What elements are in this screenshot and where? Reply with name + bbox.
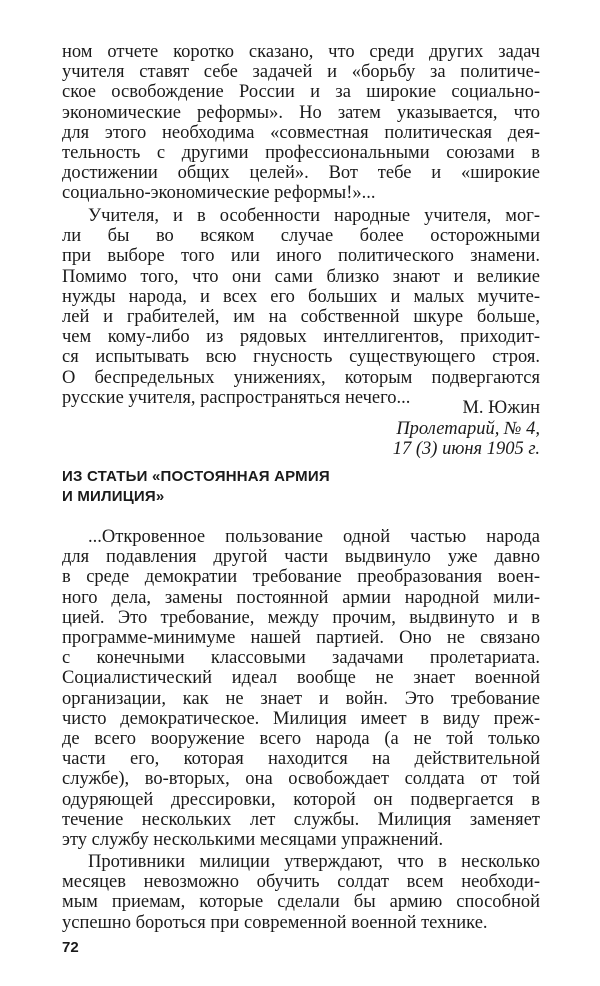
text-line: русские учителя, распространяться нечего... (62, 387, 411, 408)
text-line: ся испытывать всю гнусность существующего строя. (62, 347, 540, 368)
paragraph-3 (62, 527, 540, 850)
text-line: службе), во-вторых, она освобождает солдата от той (62, 769, 540, 790)
text-line: организации, как не знает и войн. Это требование (62, 688, 540, 709)
text-line: с конечными классовыми задачами пролетариата. (62, 648, 540, 669)
heading-line: И МИЛИЦИЯ» (62, 488, 165, 505)
heading-line: ИЗ СТАТЬИ «ПОСТОЯННАЯ АРМИЯ (62, 468, 330, 485)
source-date: 17 (3) июня 1905 г. (392, 439, 540, 459)
text-line: Противники милиции утверждают, что в несколько (88, 852, 540, 872)
text-line: Социалистический идеал вообще не знает военной (62, 668, 540, 689)
text-line: мым приемам, которые сделали бы армию способной (62, 892, 540, 913)
text-line: при выборе того или иного политического знамени. (62, 246, 540, 267)
text-line: ного дела, замены постоянной армии народной мили- (62, 587, 540, 608)
text-line: О беспредельных унижениях, которым подвергаются (62, 367, 540, 388)
text-line: одуряющей дрессировки, которой он подвергается в (62, 789, 540, 810)
text-line: лей и грабителей, им на собственной шкуре больше, (62, 307, 540, 328)
text-line: для этого необходима «совместная политическая дея- (62, 122, 540, 143)
text-line: де всего вооружение всего народа (а не той только (62, 729, 540, 750)
author-name: М. Южин (462, 398, 540, 418)
text-line: цией. Это требование, между прочим, выдвинуто и в (62, 607, 540, 628)
text-line: учителя ставят себе задачей и «борьбу за политиче- (62, 62, 540, 83)
text-line: Учителя, и в особенности народные учителя, мог- (88, 206, 540, 226)
text-line: месяцев невозможно обучить солдат всем необходи- (62, 872, 540, 893)
paragraph-1 (62, 42, 540, 204)
text-line: успешно бороться при современной военной технике. (62, 912, 488, 933)
text-line: программе-минимуме нашей партией. Оно не связано (62, 628, 540, 649)
text-line: нужды народа, и всех его больших и малых мучите- (62, 286, 540, 307)
text-line: достижении общих целей». Вот тебе и «широкие (62, 163, 540, 184)
text-line: чем кому-либо из рядовых интеллигентов, приходит- (62, 327, 540, 348)
text-line: для подавления другой части выдвинуло уже давно (62, 547, 540, 568)
text-line: ское освобождение России и за широкие социально- (62, 82, 540, 103)
signature-block (62, 398, 540, 460)
text-line: социально-экономические реформы!»... (62, 183, 376, 204)
text-line: тельность с другими профессиональными союзами в (62, 143, 540, 164)
paragraph-4 (62, 852, 540, 933)
text-line: течение нескольких лет службы. Милиция заменяет (62, 809, 540, 830)
text-line: Помимо того, что они сами близко знают и великие (62, 266, 540, 287)
text-line: экономические реформы». Но затем указывается, что (62, 102, 540, 123)
section-heading (62, 467, 540, 507)
text-line: эту службу несколькими месяцами упражнений. (62, 830, 444, 851)
paragraph-2 (62, 206, 540, 408)
text-line: части его, которая находится на действительной (62, 749, 540, 770)
page-number: 72 (62, 939, 79, 956)
text-line: чисто демократическое. Милиция имеет в виду преж- (62, 708, 540, 729)
text-line: ...Откровенное пользование одной частью народа (88, 527, 540, 547)
text-line: в среде демократии требование преобразования воен- (62, 567, 540, 588)
source-citation: Пролетарий, № 4, (396, 418, 540, 439)
text-line: ли бы во всяком случае более осторожными (62, 226, 540, 247)
text-line: ном отчете коротко сказано, что среди других задач (62, 42, 540, 62)
